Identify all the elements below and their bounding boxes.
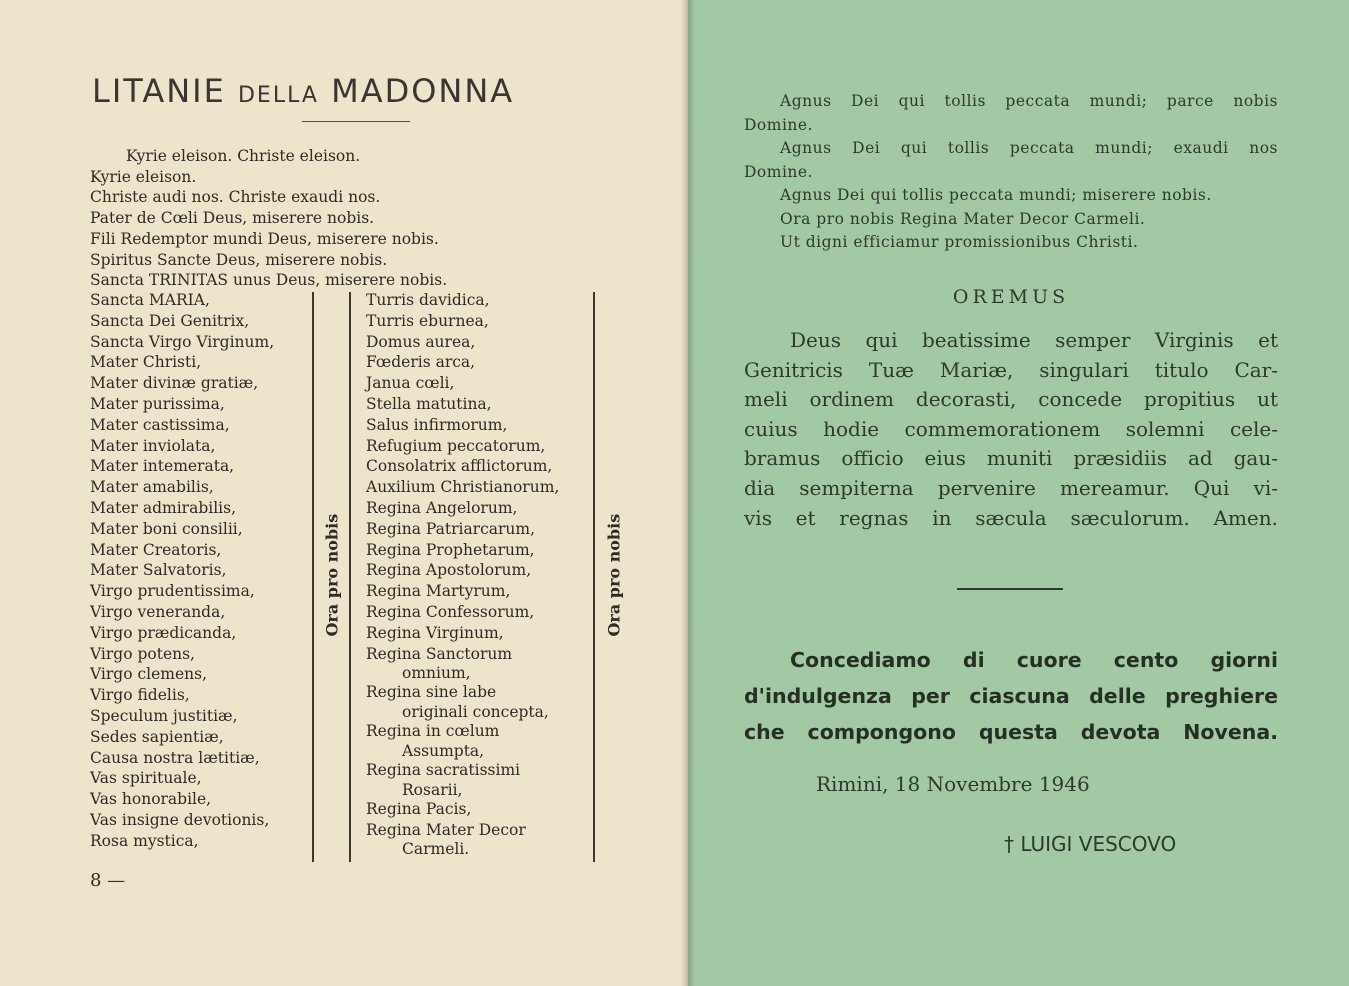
- prayer-line: dia sempiterna pervenire mereamur. Qui vi-: [744, 475, 1278, 500]
- bishop-signature: † LUIGI VESCOVO: [1004, 832, 1177, 856]
- prayer-line: cuius hodie commemorationem solemni cele-: [744, 416, 1278, 441]
- ora-pro-nobis-1: Ora pro nobis: [322, 513, 342, 637]
- invocation: Regina Angelorum,: [366, 498, 518, 517]
- invocation: Regina Pacis,: [366, 799, 472, 818]
- invocation: Vas honorabile,: [90, 790, 212, 809]
- invocation: Refugium peccatorum,: [366, 436, 546, 455]
- prayer-line: Deus qui beatissime semper Virginis et: [790, 328, 1278, 352]
- invocations-column-1: [90, 290, 320, 852]
- agnus-line: Ora pro nobis Regina Mater Decor Carmeli.: [780, 209, 1146, 228]
- agnus-dei-block: [744, 90, 1278, 255]
- agnus-line: Agnus Dei qui tollis peccata mundi; parce nobis: [780, 92, 1278, 110]
- invocation: Mater purissima,: [90, 394, 225, 413]
- invocation: Regina Sanctorum: [366, 644, 513, 663]
- invocation-continuation: originali concepta,: [402, 703, 549, 722]
- invocation: Fœderis arca,: [366, 353, 476, 372]
- invocation: Mater Salvatoris,: [90, 561, 227, 580]
- invocation: Mater admirabilis,: [90, 498, 236, 517]
- brace-line-3: [593, 292, 595, 862]
- invocation: Regina Martyrum,: [366, 582, 511, 601]
- invocation: Mater Christi,: [90, 353, 202, 372]
- invocation: Regina in cœlum: [366, 722, 500, 741]
- invocation: Mater divinæ gratiæ,: [90, 374, 259, 393]
- invocation: Salus infirmorum,: [366, 415, 508, 434]
- agnus-line: Agnus Dei qui tollis peccata mundi; miserere nobis.: [780, 186, 1212, 204]
- invocation: Regina Apostolorum,: [366, 561, 532, 580]
- indulgence-line: d'indulgenza per ciascuna delle preghiere: [744, 684, 1278, 708]
- intro-line: Sancta TRINITAS unus Deus, miserere nobis.: [90, 271, 448, 290]
- title-divider: [302, 121, 410, 122]
- invocation: Sancta MARIA,: [90, 291, 210, 309]
- invocation: Vas spirituale,: [90, 769, 202, 788]
- invocation: Mater Creatoris,: [90, 540, 222, 559]
- agnus-line: Ut digni efficiamur promissionibus Christi.: [780, 233, 1139, 251]
- invocation: Sancta Virgo Virginum,: [90, 332, 275, 351]
- intro-line: Kyrie eleison. Christe eleison.: [126, 147, 361, 165]
- invocation: Causa nostra lætitiæ,: [90, 748, 260, 767]
- invocation: Regina sine labe: [366, 683, 497, 702]
- prayer-line: meli ordinem decorasti, concede propitius ut: [744, 387, 1278, 412]
- invocations-column-2: [366, 290, 596, 858]
- invocation: Sancta Dei Genitrix,: [90, 311, 250, 330]
- invocation: Regina Prophetarum,: [366, 540, 535, 559]
- invocation: Turris davidica,: [366, 291, 490, 309]
- invocation: Rosa mystica,: [90, 831, 199, 850]
- indulgence-notice: [744, 642, 1278, 750]
- invocation: Mater inviolata,: [90, 436, 216, 455]
- invocation: Speculum justitiæ,: [90, 706, 238, 725]
- intro-line: Pater de Cœli Deus, miserere nobis.: [90, 209, 375, 228]
- invocation: Mater boni consilii,: [90, 519, 243, 538]
- invocation: Virgo prudentissima,: [90, 582, 255, 601]
- agnus-line: Domine.: [744, 162, 813, 181]
- invocation: Regina Virginum,: [366, 623, 504, 642]
- invocation: Sedes sapientiæ,: [90, 727, 224, 746]
- place-date: Rimini, 18 Novembre 1946: [816, 772, 1090, 796]
- invocation-continuation: omnium,: [402, 664, 471, 683]
- agnus-line: Domine.: [744, 115, 813, 134]
- indulgence-line: Concediamo di cuore cento giorni: [790, 648, 1278, 672]
- oremus-heading: OREMUS: [952, 286, 1070, 308]
- brace-line-2: [349, 292, 351, 862]
- invocation: Regina sacratissimi: [366, 760, 521, 779]
- invocation: Virgo veneranda,: [90, 602, 226, 621]
- invocation: Mater amabilis,: [90, 478, 214, 497]
- book-fold: [681, 0, 695, 986]
- prayer-line: Genitricis Tuæ Mariæ, singulari titulo Car-: [744, 357, 1278, 382]
- invocation-continuation: Carmeli.: [402, 840, 470, 859]
- brace-line-1: [312, 292, 314, 862]
- litany-title: LITANIE DELLA MADONNA: [92, 72, 515, 110]
- invocation: Virgo potens,: [90, 644, 195, 663]
- indulgence-line: che compongono questa devota Novena.: [744, 720, 1278, 744]
- prayer-line: bramus officio eius muniti præsidiis ad gau-: [744, 446, 1278, 471]
- intro-line: Fili Redemptor mundi Deus, miserere nobis.: [90, 229, 439, 248]
- intro-line: Kyrie eleison.: [90, 167, 197, 186]
- invocation: Mater intemerata,: [90, 457, 235, 476]
- invocation-continuation: Assumpta,: [402, 741, 485, 760]
- invocation: Consolatrix afflictorum,: [366, 457, 553, 476]
- invocation: Turris eburnea,: [366, 311, 489, 330]
- invocation: Regina Confessorum,: [366, 602, 535, 621]
- litany-intro: [90, 146, 650, 291]
- invocation-continuation: Rosarii,: [402, 780, 463, 799]
- intro-line: Spiritus Sancte Deus, miserere nobis.: [90, 250, 388, 269]
- invocation: Janua cœli,: [366, 374, 455, 393]
- section-divider: [957, 588, 1063, 590]
- page-number: 8 —: [90, 870, 126, 891]
- oremus-prayer: [744, 326, 1278, 533]
- invocation: Vas insigne devotionis,: [90, 810, 270, 829]
- intro-line: Christe audi nos. Christe exaudi nos.: [90, 188, 381, 207]
- invocation: Domus aurea,: [366, 332, 476, 351]
- prayer-line: vis et regnas in sæcula sæculorum. Amen.: [744, 505, 1278, 530]
- invocation: Regina Patriarcarum,: [366, 519, 536, 538]
- agnus-line: Agnus Dei qui tollis peccata mundi; exaudi nos: [780, 139, 1278, 157]
- invocation: Virgo fidelis,: [90, 686, 190, 705]
- ora-pro-nobis-2: Ora pro nobis: [604, 513, 624, 637]
- invocation: Auxilium Christianorum,: [366, 478, 560, 497]
- invocation: Regina Mater Decor: [366, 820, 526, 839]
- invocation: Virgo prædicanda,: [90, 623, 237, 642]
- invocation: Virgo clemens,: [90, 665, 208, 684]
- invocation: Mater castissima,: [90, 415, 230, 434]
- invocation: Stella matutina,: [366, 394, 492, 413]
